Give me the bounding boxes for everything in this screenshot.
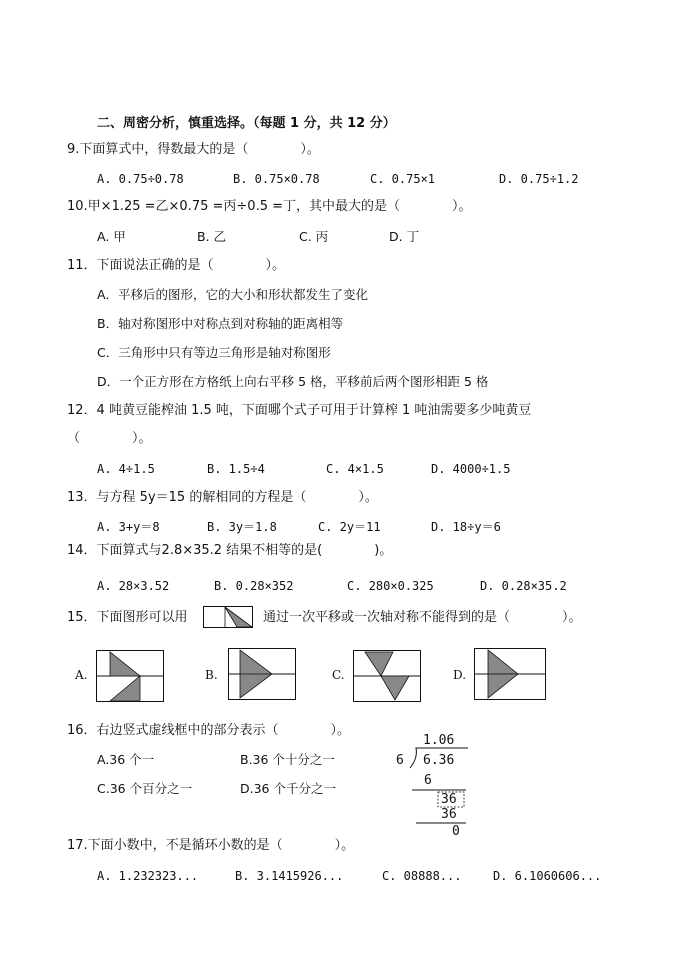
- q9-option-d[interactable]: D. 0.75÷1.2: [499, 172, 579, 186]
- question-12-answer-blank: （ ）。: [67, 431, 152, 446]
- q9-option-b[interactable]: B. 0.75×0.78: [233, 172, 320, 186]
- q11-option-d[interactable]: D．一个正方形在方格纸上向右平移 5 格，平移前后两个图形相距 5 格: [97, 374, 489, 389]
- division-remainder: 0: [452, 824, 460, 839]
- q15-figure-a[interactable]: [96, 650, 164, 702]
- question-16-stem: 16．右边竖式虚线框中的部分表示（ ）。: [67, 723, 351, 738]
- q10-option-b[interactable]: B. 乙: [197, 229, 227, 244]
- q9-option-c[interactable]: C. 0.75×1: [370, 172, 436, 186]
- q15-figure-c[interactable]: [353, 650, 421, 702]
- q14-option-d[interactable]: D. 0.28×35.2: [480, 579, 567, 593]
- q11-option-a[interactable]: A．平移后的图形，它的大小和形状都发生了变化: [97, 287, 369, 302]
- question-10-stem: 10.甲×1.25 =乙×0.75 =丙÷0.5 =丁，其中最大的是（ ）。: [67, 199, 472, 214]
- q15-label-b[interactable]: B.: [205, 668, 218, 682]
- q13-option-d[interactable]: D. 18÷y＝6: [431, 520, 501, 534]
- division-divisor: 6: [396, 753, 404, 768]
- question-11-stem: 11．下面说法正确的是（ ）。: [67, 258, 286, 273]
- q16-option-d[interactable]: D.36 个千分之一: [240, 781, 336, 796]
- division-step-2: 36: [441, 807, 457, 822]
- q14-option-a[interactable]: A. 28×3.52: [97, 579, 170, 593]
- q17-option-a[interactable]: A. 1.232323...: [97, 869, 199, 883]
- q11-option-c[interactable]: C．三角形中只有等边三角形是轴对称图形: [97, 345, 331, 360]
- division-step-1: 6: [424, 773, 432, 788]
- question-12-stem: 12．4 吨黄豆能榨油 1.5 吨，下面哪个式子可用于计算榨 1 吨油需要多少吨黄豆: [67, 403, 532, 418]
- q15-figure-d[interactable]: [474, 648, 546, 700]
- division-lines: [400, 746, 470, 826]
- q13-option-a[interactable]: A. 3+y＝8: [97, 520, 160, 534]
- question-13-stem: 13．与方程 5y＝15 的解相同的方程是（ ）。: [67, 490, 378, 505]
- q17-option-c[interactable]: C. 08888...: [382, 869, 462, 883]
- q14-option-c[interactable]: C. 280×0.325: [347, 579, 434, 593]
- question-15-stem-end: 通过一次平移或一次轴对称不能得到的是（ ）。: [263, 610, 582, 625]
- q12-option-b[interactable]: B. 1.5÷4: [207, 462, 265, 476]
- q12-option-a[interactable]: A. 4÷1.5: [97, 462, 155, 476]
- q10-option-d[interactable]: D. 丁: [389, 229, 420, 244]
- q11-option-b[interactable]: B．轴对称图形中对称点到对称轴的距离相等: [97, 316, 344, 331]
- q14-option-b[interactable]: B. 0.28×352: [214, 579, 294, 593]
- question-14-stem: 14．下面算式与2.8×35.2 结果不相等的是( )。: [67, 543, 393, 558]
- division-boxed-digits: 36: [441, 792, 457, 807]
- q9-option-a[interactable]: A. 0.75÷0.78: [97, 172, 184, 186]
- division-dividend: 6.36: [423, 753, 455, 768]
- q12-option-c[interactable]: C. 4×1.5: [326, 462, 384, 476]
- q17-option-d[interactable]: D. 6.1060606...: [493, 869, 602, 883]
- q15-figure-b[interactable]: [228, 648, 296, 700]
- q10-option-c[interactable]: C. 丙: [299, 229, 329, 244]
- q17-option-b[interactable]: B. 3.1415926...: [235, 869, 344, 883]
- q10-option-a[interactable]: A. 甲: [97, 229, 126, 244]
- division-quotient: 1.06: [423, 733, 455, 748]
- q15-label-d[interactable]: D.: [453, 668, 467, 682]
- q15-label-c[interactable]: C.: [332, 668, 345, 682]
- question-17-stem: 17.下面小数中，不是循环小数的是（ ）。: [67, 838, 355, 853]
- q16-option-b[interactable]: B.36 个十分之一: [240, 752, 335, 767]
- q13-option-c[interactable]: C. 2y＝11: [318, 520, 381, 534]
- question-9-stem: 9.下面算式中，得数最大的是（ ）。: [67, 142, 320, 157]
- q15-label-a[interactable]: A.: [75, 668, 88, 682]
- q13-option-b[interactable]: B. 3y＝1.8: [207, 520, 277, 534]
- q16-option-c[interactable]: C.36 个百分之一: [97, 781, 193, 796]
- question-15-stem-start: 15．下面图形可以用: [67, 610, 188, 625]
- q15-reference-shape: [203, 606, 253, 628]
- section-title: 二、周密分析，慎重选择。（每题 1 分，共 12 分）: [97, 116, 396, 131]
- q12-option-d[interactable]: D. 4000÷1.5: [431, 462, 511, 476]
- q16-option-a[interactable]: A.36 个一: [97, 752, 155, 767]
